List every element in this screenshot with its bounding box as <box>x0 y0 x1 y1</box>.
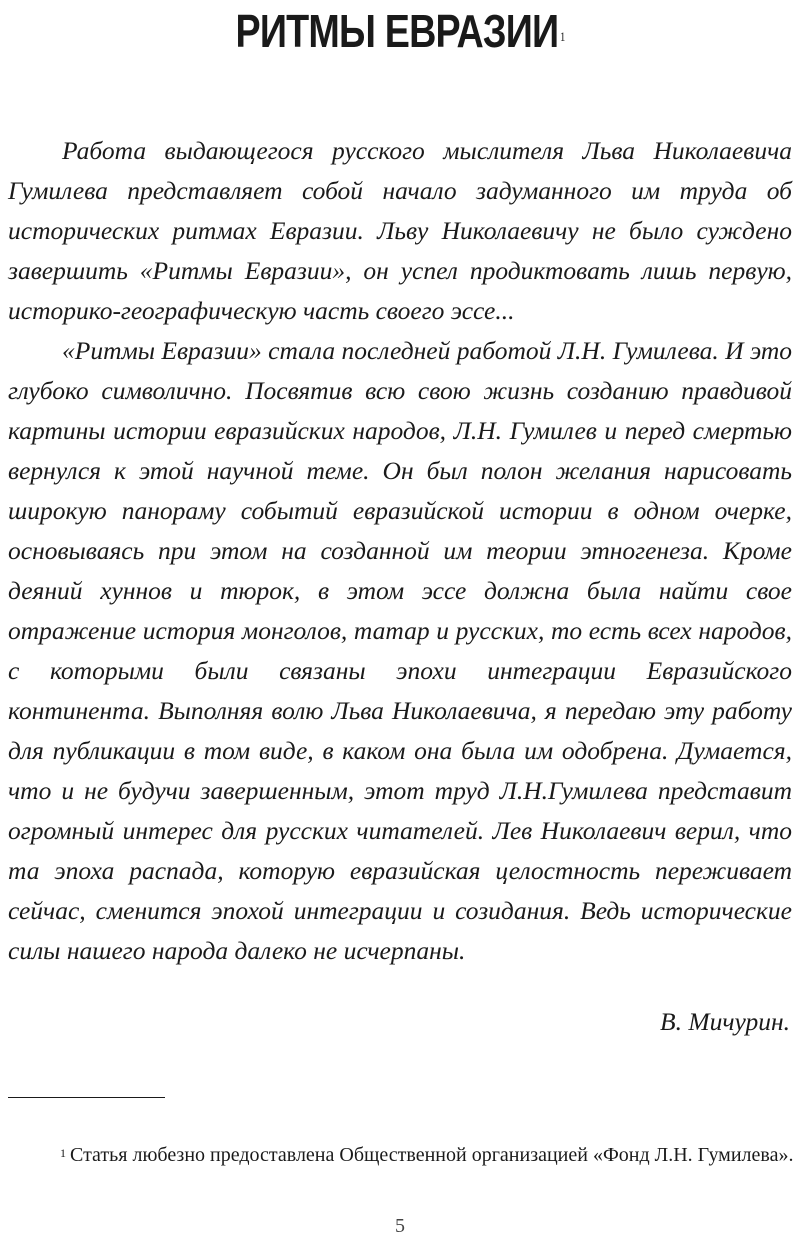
body-text <box>8 131 792 971</box>
footnote-text: Статья любезно предоставлена Общественной организацией «Фонд Л.Н. Гумилева». <box>70 1144 794 1166</box>
paragraph-1: Работа выдающегося русского мыслителя Льва Николаевича Гумилева представляет собой начало задуманного им труда об исторических ритмах Евразии. Льву Николаевичу не было суждено завершить «Ритмы Евразии», он успел продиктовать лишь первую, историко-географическую часть своего эссе... <box>8 136 792 325</box>
footnote <box>8 1139 794 1171</box>
footnote-mark: 1 <box>60 1146 66 1160</box>
chapter-title-text: РИТМЫ ЕВРАЗИИ <box>235 5 559 57</box>
chapter-title <box>72 4 728 58</box>
paragraph-2: «Ритмы Евразии» стала последней работой Л.Н. Гумилева. И это глубоко символично. Посвятив всю свою жизнь созданию правдивой картины истории евразийских народов, Л.Н. Гумилев и перед смертью вернулся к этой научной теме. Он был полон желания нарисовать широкую панораму событий евразийской истории в одном очерке, основываясь при этом на созданной им теории этногенеза. Кроме деяний хуннов и тюрок, в этом эссе должна была найти свое отражение история монголов, татар и русских, то есть всех народов, с которыми были связаны эпохи интеграции Евразийского континента. Выполняя волю Льва Николаевича, я передаю эту работу для публикации в том виде, в каком она была им одобрена. Думается, что и не будучи завершенным, этот труд Л.Н.Гумилева представит огромный интерес для русских читателей. Лев Николаевич верил, что та эпоха распада, которую евразийская целостность переживает сейчас, сменится эпохой интеграции и созидания. Ведь исторические силы нашего народа далеко не исчерпаны. <box>8 336 793 965</box>
footnote-divider <box>8 1097 165 1098</box>
page-number: 5 <box>395 1215 405 1237</box>
title-footnote-mark: 1 <box>559 29 565 44</box>
author-signature: В. Мичурин. <box>660 1007 790 1036</box>
